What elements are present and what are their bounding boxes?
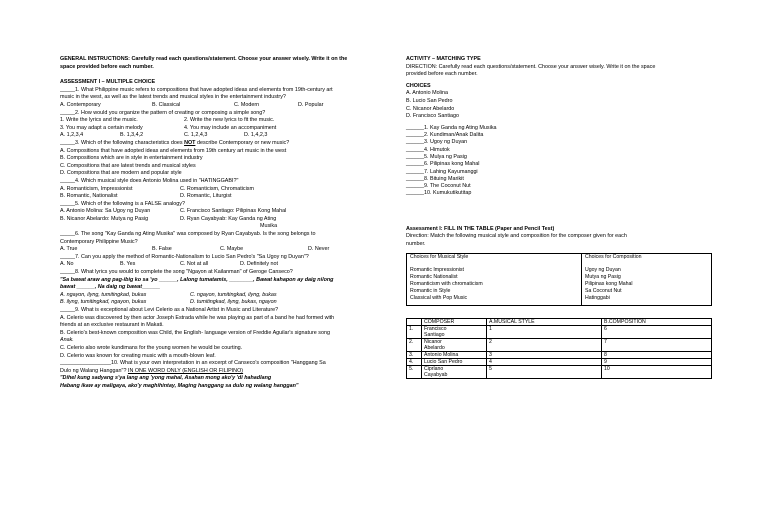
q10-stem-2-pre: Dulo ng Walang Hanggan"? bbox=[60, 367, 128, 374]
q6-choice-a: A. True bbox=[60, 246, 78, 253]
activity-title: ACTIVITY – MATCHING TYPE bbox=[406, 56, 481, 62]
table-row bbox=[407, 366, 712, 379]
styles-choices bbox=[407, 254, 582, 306]
composer-cell bbox=[422, 326, 487, 339]
table-row bbox=[407, 352, 712, 359]
style-option: Romantic Nationalist bbox=[410, 274, 458, 281]
q2-choice-a: A. 1,2,3,4 bbox=[60, 132, 84, 139]
matching-item: ______1. Kay Ganda ng Ating Musika bbox=[406, 124, 497, 131]
style-option: Romanticism with chromaticism bbox=[410, 281, 483, 288]
q3-stem-not: NOT bbox=[184, 139, 196, 146]
q7-choices bbox=[60, 261, 382, 269]
musical-style-cell[interactable]: 4 bbox=[487, 359, 602, 366]
q3-stem-post: describe Contemporary or new music? bbox=[195, 139, 290, 146]
style-option: Romantic in Style bbox=[410, 288, 451, 295]
musical-style-cell[interactable]: 3 bbox=[487, 352, 602, 359]
q6-stem-2: Contemporary Philippine Music? bbox=[60, 238, 138, 245]
general-instructions-line-1: GENERAL INSTRUCTIONS: Carefully read each questions/statement. Choose your answer wisely. Write it on the bbox=[60, 56, 348, 62]
assessment2-title: Assessment I: FILL IN THE TABLE (Paper and Pencil Test) bbox=[406, 225, 555, 232]
q8-choices-1 bbox=[60, 292, 382, 300]
q4-stem: _____4. Which musical style does Antonio Molina used in "HATINGGABI?" bbox=[60, 177, 239, 184]
styles-header: Choices for Musical Style bbox=[410, 253, 469, 260]
choice-b: B. Lucio San Pedro bbox=[406, 97, 453, 104]
q5-choices-1 bbox=[60, 208, 382, 216]
q3-stem bbox=[60, 140, 382, 148]
composition-choices bbox=[582, 254, 711, 306]
q8-choice-a: A. ngayon, ilyng, tumitingkad, bukas bbox=[60, 291, 147, 298]
q5-choices-2 bbox=[60, 216, 382, 224]
header-composition: B.COMPOSITION bbox=[602, 319, 712, 326]
q8-choice-b: B. ilyng, tumitingkad, ngayon, bukas bbox=[60, 299, 147, 306]
composer-cell: Antonio Molina bbox=[422, 352, 487, 359]
q10-stem-1: _________________10. What is your own interpretation in an excerpt of Canseco's composition "Hanggang Sa bbox=[60, 360, 326, 367]
assessment2-direction-2: number. bbox=[406, 240, 426, 247]
q5-choice-a: A. Antonio Molina: Sa Ugoy ng Duyan bbox=[60, 208, 151, 215]
q9-choice-b-2: Anak. bbox=[60, 337, 74, 344]
q7-choice-d: D. Definitely not bbox=[240, 261, 279, 268]
q5-stem: _____5. Which of the following is a FALSE analogy? bbox=[60, 200, 185, 207]
musical-style-cell[interactable]: 5 bbox=[487, 366, 602, 379]
q2-step-3: 3. You may adapt a certain melody bbox=[60, 124, 143, 131]
q1-choice-d: D. Popular bbox=[298, 101, 324, 108]
composition-option: Pilipinas kong Mahal bbox=[585, 281, 633, 288]
q1-stem-2: music in the west, as well as the latest trends and musical styles in the entertainment industry? bbox=[60, 94, 286, 101]
q2-stem: _____2. How would you organize the pattern of creating or composing a simple song? bbox=[60, 109, 266, 116]
matching-item: ______7. Lahing Kayumanggi bbox=[406, 168, 478, 175]
row-number: 4. bbox=[407, 359, 422, 366]
q7-choice-c: C. Not at all bbox=[180, 261, 209, 268]
composer-cell bbox=[422, 339, 487, 352]
matching-item: ______5. Mulya ng Pasig bbox=[406, 153, 467, 160]
q2-steps-2 bbox=[60, 125, 382, 133]
q4-choices-2 bbox=[60, 193, 382, 201]
general-instructions-line-2: space provided before each number. bbox=[60, 63, 154, 70]
row-number: 5. bbox=[407, 366, 422, 379]
choice-d: D. Francisco Santiago bbox=[406, 113, 460, 120]
choices-title: CHOICES bbox=[406, 82, 431, 89]
q10-stem-2 bbox=[60, 368, 382, 376]
matching-item: ______10. Kumukutikutitap bbox=[406, 190, 472, 197]
q2-step-1: 1. Write the lyrics and the music. bbox=[60, 117, 138, 124]
q3-choice-d: D. Compositions that are modern and popular style bbox=[60, 170, 182, 177]
composition-cell[interactable]: 8 bbox=[602, 352, 712, 359]
q8-choices-2 bbox=[60, 299, 382, 307]
q9-stem: _____9. What is exceptional about Levi Celerio as a National Artist in Music and Literature? bbox=[60, 307, 279, 313]
q8-choice-d: D. tumitingkad, ilyng, bukas, ngayon bbox=[190, 299, 277, 306]
composition-cell[interactable]: 6 bbox=[602, 326, 712, 339]
choices-box bbox=[406, 253, 712, 307]
q7-stem: _____7. Can you apply the method of Romantic-Nationalism to Lucio San Pedro's "Sa Ugoy ng Duyan"? bbox=[60, 253, 309, 260]
matching-item: ______4. Himutok bbox=[406, 146, 450, 153]
musical-style-cell[interactable]: 2 bbox=[487, 339, 602, 352]
answer-table bbox=[406, 318, 712, 379]
q5-choice-d-cont: Musika bbox=[260, 223, 278, 230]
assessment2-direction-1: Direction: Match the following musical style and composition for the composer given for each bbox=[406, 233, 627, 240]
compositions-header: Choices for Composition bbox=[585, 253, 642, 260]
q1-choice-b: B. Classical bbox=[152, 101, 181, 108]
left-column bbox=[60, 56, 382, 391]
q8-stem: _____8. What lyrics you would to complete the song "Ngayon at Kailanman" of Geroge Canseco? bbox=[60, 269, 293, 276]
row-number: 2. bbox=[407, 339, 422, 352]
q10-stem-2-instruction: IN ONE WORD ONLY (ENGLISH OR FILIPINO) bbox=[127, 367, 244, 374]
composition-cell[interactable]: 10 bbox=[602, 366, 712, 379]
activity-direction-1: DIRECTION: Carefully read each questions/statement. Choose your answer wisely. Write it on the space bbox=[406, 63, 656, 70]
q3-choice-a: A. Compositions that have adopted ideas and elements from 19th century art music in the west bbox=[60, 147, 287, 154]
q2-choices bbox=[60, 132, 382, 140]
matching-item: ______6. Pilipinas kong Mahal bbox=[406, 161, 480, 168]
table-row bbox=[407, 359, 712, 366]
q2-choice-b: B. 1,3,4,2 bbox=[120, 132, 144, 139]
q6-choice-c: C. Maybe bbox=[220, 246, 244, 253]
assessment-title: ASSESSMENT I – MULTIPLE CHOICE bbox=[60, 79, 156, 86]
style-option: Classical with Pop Music bbox=[410, 295, 468, 302]
q6-choice-d: D. Never bbox=[308, 246, 330, 253]
q10-excerpt-2: Habang ikaw ay maligaya, ako'y maghihintay, Maging hanggang sa dulo ng walang hanggan" bbox=[60, 382, 299, 389]
q4-choice-c: C. Romanticism, Chromaticism bbox=[180, 185, 254, 192]
q2-step-4: 4. You may include an accompaniment bbox=[184, 124, 277, 131]
q3-choice-c: C. Compositions that are latest trends and musical styles bbox=[60, 162, 196, 169]
composer-name-2: Cayabyab bbox=[424, 372, 448, 379]
composer-name-2: Santiago bbox=[424, 332, 445, 339]
style-option: Romantic Impressionist bbox=[410, 267, 464, 274]
row-number: 3. bbox=[407, 352, 422, 359]
composition-option: Ugoy ng Duyan bbox=[585, 267, 621, 274]
matching-item: ______8. Bituing Marikit bbox=[406, 175, 464, 182]
composer-name-1: Ciprlano bbox=[424, 366, 444, 373]
matching-item: ______2. Kundiman/Anak Dalita bbox=[406, 132, 484, 139]
q9-choice-a-2: friends at an exclusive restaurant in Makati. bbox=[60, 322, 164, 329]
composer-name-2: Abelardo bbox=[424, 345, 445, 352]
q5-choice-b: B. Nicanor Abelardo: Mutya ng Pasig bbox=[60, 215, 149, 222]
q9-choice-b-1: B. Celerio's best-known composition was Child, the English- language version of Freddie Aguilar's signature song bbox=[60, 329, 330, 336]
q4-choice-a: A. Romanticism, Impressionist bbox=[60, 185, 133, 192]
q9-choice-d: D. Celerio was known for creating music with a mouth-blown leaf. bbox=[60, 352, 216, 359]
composer-cell bbox=[422, 366, 487, 379]
q2-steps-1 bbox=[60, 117, 382, 125]
q9-choice-a-1: A. Celerio was discovered by then actor Joseph Estrada while he was playing as part of a band he had formed with bbox=[60, 314, 335, 321]
q3-choice-b: B. Compositions which are in style in entertainment industry bbox=[60, 155, 203, 162]
q5-choice-d: D. Ryan Cayabyab: Kay Ganda ng Ating bbox=[180, 215, 277, 222]
q6-choice-b: B. False bbox=[152, 246, 172, 253]
q7-choice-b: B. Yes bbox=[120, 261, 136, 268]
activity-direction-2: provided before each number. bbox=[406, 71, 478, 78]
q1-choice-a: A. Contemporary bbox=[60, 101, 101, 108]
q6-stem-1: _____6. The song "Kay Ganda ng Ating Musika" was composed by Ryan Cayabyab. Is the song belongs to bbox=[60, 231, 316, 238]
composer-name-1: Francisco bbox=[424, 326, 447, 333]
composition-option: Hatinggabi bbox=[585, 295, 610, 302]
q1-choices bbox=[60, 102, 382, 110]
composition-cell[interactable]: 9 bbox=[602, 359, 712, 366]
q1-stem-1: _____1. What Philippine music refers to compositions that have adopted ideas and elements from 19th-century art bbox=[60, 86, 333, 93]
q2-choice-d: D. 1,4,2,3 bbox=[244, 132, 268, 139]
q4-choices-1 bbox=[60, 186, 382, 194]
musical-style-cell[interactable]: 1 bbox=[487, 326, 602, 339]
right-column bbox=[406, 56, 716, 379]
matching-items-list bbox=[406, 125, 716, 198]
header-composer: COMPOSER bbox=[422, 319, 487, 326]
composition-option: Mutya ng Pasig bbox=[585, 274, 621, 281]
q8-choice-c: C. ngayon, tumitingkad, ilyng, bukas bbox=[190, 291, 277, 298]
q3-stem-pre: _____3. Which of the following characteristics does bbox=[60, 139, 185, 146]
q4-choice-d: D. Romantic, Liturgist bbox=[180, 193, 232, 200]
header-musical-style: A.MUSICAL STYLE bbox=[487, 319, 602, 326]
q1-choice-c: C. Modern bbox=[234, 101, 260, 108]
q9-choice-c: C. Celerio also wrote kundimans for the young women he would be courting. bbox=[60, 344, 243, 351]
choice-c: C. Nicanor Abelardo bbox=[406, 105, 455, 112]
q2-step-2: 2. Write the new lyrics to fit the music. bbox=[184, 117, 275, 124]
q4-choice-b: B. Romantic, Nationalist bbox=[60, 193, 118, 200]
composition-option: Sa Coconut Nut bbox=[585, 288, 622, 295]
table-row bbox=[407, 339, 712, 352]
matching-item: ______3. Ugoy ng Duyan bbox=[406, 139, 468, 146]
q7-choice-a: A. No bbox=[60, 261, 74, 268]
q10-excerpt-1: "Dihel kung sadyang s'ya lang ang 'yong mahal, Asahan mong ako'y 'di hahadlang bbox=[60, 375, 272, 382]
composer-name-1: Nicanor bbox=[424, 339, 442, 346]
q2-choice-c: C. 1,2,4,3 bbox=[184, 132, 208, 139]
table-header-row bbox=[407, 319, 712, 326]
table-row bbox=[407, 326, 712, 339]
q6-choices bbox=[60, 246, 382, 254]
q5-choice-c: C. Francisco Santiago: Pilipinas Kong Mahal bbox=[180, 208, 287, 215]
matching-item: ______9. The Coconut Nut bbox=[406, 183, 471, 190]
composition-cell[interactable]: 7 bbox=[602, 339, 712, 352]
choice-a: A. Antonio Molina bbox=[406, 90, 448, 97]
composer-cell: Lucio San Pedro bbox=[422, 359, 487, 366]
q8-lyric-1: "Sa bawat araw ang pag-ibig ko sa 'yo ______, Lalong tumatamis, ________, Bawat kahapon ay daig ni/ong bbox=[60, 276, 334, 283]
row-number: 1. bbox=[407, 326, 422, 339]
q8-lyric-2: bawat ______, Na daig ng bawat______ bbox=[60, 284, 161, 291]
